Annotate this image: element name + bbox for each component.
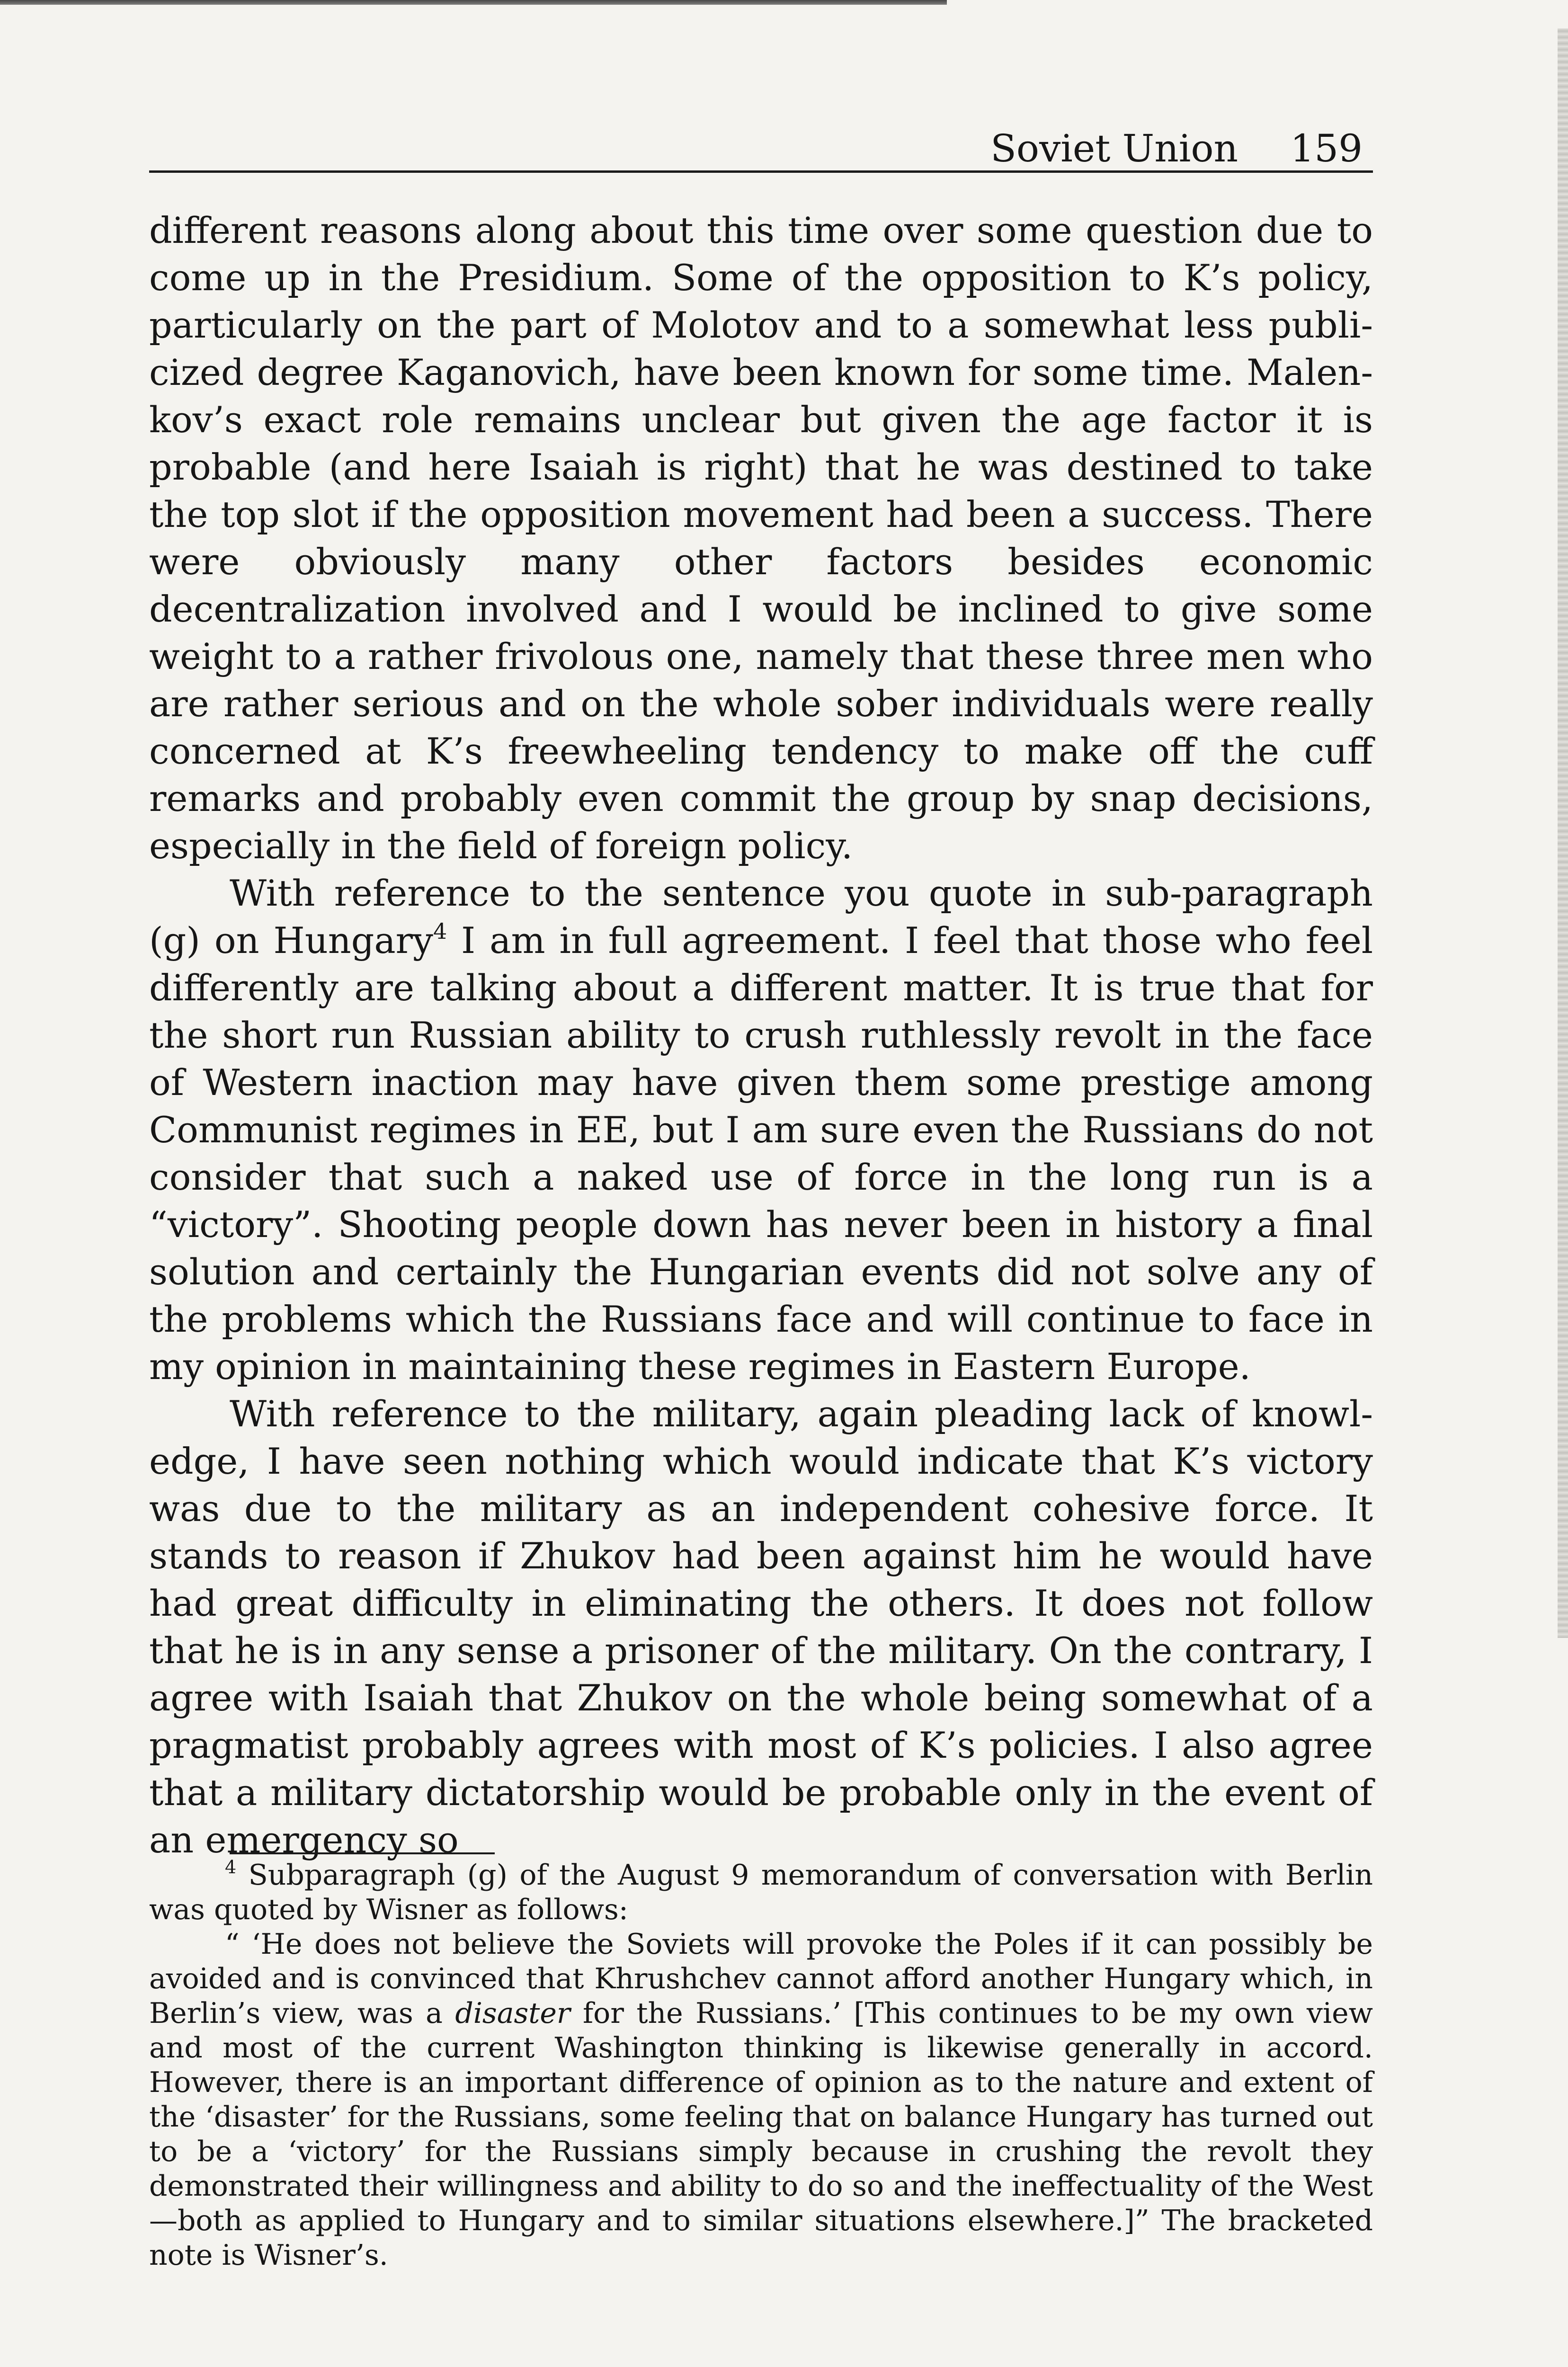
footnote-quote — [149, 1927, 1373, 2273]
footnote-separator — [230, 1852, 495, 1854]
footnote-reference: 4 — [433, 918, 447, 944]
paragraph-text: different reasons along about this time over some question due to come up in the Presidium. Some of the opposition to K’s policy, particularly on the part of Molotov and to a somewhat less publicized degree Kaganovich, have been known for some time. Malenkov’s exact role remains unclear but given the age factor it is probable (and here Isaiah is right) that he was destined to take the top slot if the opposition movement had been a success. There were obviously many other factors besides economic decentralization involved and I would be inclined to give some weight to a rather frivolous one, namely that these three men who are rather serious and on the whole sober individuals were really concerned at K’s freewheeling tendency to make off the cuff remarks and probably even commit the group by snap decisions, especially in the field of foreign policy. — [149, 209, 1373, 867]
footnote-emphasis: disaster — [455, 1997, 570, 2030]
paragraph-text: I am in full agreement. I feel that those who feel differently are talking about a different matter. It is true that for the short run Russian ability to crush ruthlessly revolt in the face of Western inaction may have given them some prestige among Communist regimes in EE, but I am sure even the Russians do not consider that such a naked use of force in the long run is a “victory”. Shooting people down has never been in history a final solution and certainly the Hungarian events did not solve any of the problems which the Russians face and will continue to face in my opinion in maintaining these regimes in Eastern Europe. — [149, 919, 1373, 1388]
footnote-text: for the Russians.’ [This continues to be my own view and most of the current Washington thinking is likewise generally in accord. However, there is an important difference of opinion as to the nature and extent of the ‘disaster’ for the Russians, some feeling that on balance Hungary has turned out to be a ‘victory’ for the Russians simply because in crushing the revolt they demonstrated their willingness and ability to do so and the ineffectuality of the West—both as applied to Hungary and to similar situations elsewhere.]” The bracketed note is Wisner’s. — [149, 1997, 1373, 2272]
running-head — [149, 127, 1373, 173]
scan-right-edge — [1558, 28, 1568, 1638]
page-number: 159 — [1290, 126, 1363, 170]
body-paragraph — [149, 870, 1373, 1390]
body-paragraph — [149, 207, 1373, 870]
scan-top-edge — [0, 0, 947, 5]
footnotes — [149, 1858, 1373, 2273]
footnote-text: “ ‘He does not believe the Soviets will provoke the Poles if it can possibly be avoided and is convinced that Khrushchev cannot afford another Hungary which, in Berlin’s view, was a — [149, 1928, 1373, 2030]
paragraph-text: With reference to the sentence you quote in sub-paragraph (g) on Hungary — [149, 872, 1373, 961]
body-text — [149, 207, 1373, 1864]
body-paragraph — [149, 1390, 1373, 1864]
footnote-marker: 4 — [225, 1857, 237, 1878]
paragraph-text: With reference to the military, again pleading lack of knowledge, I have seen nothing which would indicate that K’s victory was due to the military as an independent cohesive force. It stands to reason if Zhukov had been against him he would have had great difficulty in eliminating the others. It does not follow that he is in any sense a prisoner of the military. On the contrary, I agree with Isaiah that Zhukov on the whole being somewhat of a pragmatist probably agrees with most of K’s policies. I also agree that a military dictatorship would be probable only in the event of an emergency so — [149, 1393, 1373, 1861]
footnote — [149, 1858, 1373, 1927]
footnote-text: Subparagraph (g) of the August 9 memorandum of conversation with Berlin was quoted by Wisner as follows: — [149, 1859, 1373, 1926]
running-head-title: Soviet Union — [990, 126, 1238, 170]
